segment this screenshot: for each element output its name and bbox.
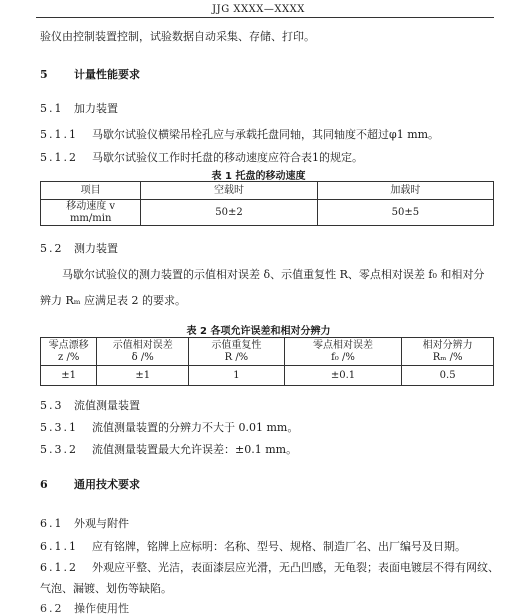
section-number: 6.1 [40,517,64,530]
table-cell: 1 [189,366,285,386]
table-header-cell [97,338,189,366]
section-title: 计量性能要求 [74,68,140,81]
section-6-heading [40,476,140,492]
section-title: 加力装置 [74,102,118,115]
clause-5-1-2 [40,149,363,165]
clause-text: 应有铭牌，铭牌上应标明：名称、型号、规格、制造厂名、出厂编号及日期。 [92,540,466,553]
table-header-row [41,338,494,366]
section-5-heading [40,66,140,82]
table-cell: 50±5 [317,200,493,226]
clause-number: 5.3.2 [40,443,78,456]
header-unit: δ /% [131,351,154,363]
header-line: 相对分辨力 [422,339,473,351]
clause-number: 5.1.2 [40,151,78,164]
clause-text: 外观应平整、光洁，表面漆层应光滑，无凸凹感，无龟裂；表面电镀层不得有网纹、 [92,561,499,574]
section-6-1-heading [40,515,129,531]
clause-5-1-1 [40,126,439,142]
table-cell: 0.5 [402,366,494,386]
clause-text: 马歇尔试验仪横梁吊栓孔应与承载托盘同轴，其同轴度不超过φ1 mm。 [92,128,440,141]
table-header-cell [284,338,401,366]
table-header-cell [41,338,97,366]
clause-number: 6.1.2 [40,561,78,574]
section-title: 测力装置 [74,242,118,255]
section-title: 流值测量装置 [74,399,140,412]
table-header-cell: 空载时 [141,182,317,200]
section-title: 外观与附件 [74,517,129,530]
row-unit: mm/min [69,212,112,224]
table-2 [40,337,494,386]
section-title: 通用技术要求 [74,478,140,491]
clause-5-3-1 [40,419,298,435]
table-2-caption: 表 2 各项允许误差和相对分辨力 [186,326,331,337]
section-number: 5 [40,68,50,81]
row-label-cell [41,200,141,226]
table-header-cell [402,338,494,366]
header-line: 零点漂移 [48,339,89,351]
table-cell: ±0.1 [284,366,401,386]
clause-number: 6.1.1 [40,540,78,553]
section-number: 5.1 [40,102,64,115]
section-5-2-paragraph-line-1: 马歇尔试验仪的测力装置的示值相对误差 δ、示值重复性 R、零点相对误差 f₀ 和相对分 [62,268,485,281]
header-unit: z /% [58,351,80,363]
clause-number: 5.1.1 [40,128,78,141]
clause-number: 5.3.1 [40,421,78,434]
section-number: 6 [40,478,50,491]
clause-6-1-1 [40,538,466,554]
section-number: 5.3 [40,399,64,412]
clause-text: 马歇尔试验仪工作时托盘的移动速度应符合表1的规定。 [92,151,363,164]
header-line: 示值重复性 [211,339,262,351]
section-5-3-heading [40,397,140,413]
header-unit: R /% [224,351,249,363]
page-header: JJG XXXX—XXXX [212,4,305,15]
table-cell: 50±2 [141,200,317,226]
table-1 [40,181,494,226]
section-5-2-heading [40,240,118,256]
header-line: 零点相对误差 [312,339,373,351]
section-5-2-paragraph-line-2: 辨力 Rₘ 应满足表 2 的要求。 [40,294,187,307]
clause-5-3-2 [40,441,297,457]
section-number: 6.2 [40,602,64,615]
clause-text: 流值测量装置的分辨力不大于 0.01 mm。 [92,421,299,434]
table-1-caption: 表 1 托盘的移动速度 [211,171,306,182]
table-row [41,366,494,386]
header-rule [36,17,494,18]
table-row [41,200,494,226]
section-number: 5.2 [40,242,64,255]
table-header-cell: 项目 [41,182,141,200]
clause-6-1-2-continued: 气泡、漏镀、划伤等缺陷。 [40,582,172,595]
table-header-cell: 加载时 [317,182,493,200]
table-header-row [41,182,494,200]
section-6-2-heading-partial [40,600,129,616]
header-line: 示值相对误差 [112,339,173,351]
table-header-cell [189,338,285,366]
row-label: 移动速度 v [66,200,116,212]
header-unit: f₀ /% [331,351,355,363]
section-5-1-heading [40,100,118,116]
header-unit: Rₘ /% [432,351,463,363]
table-cell: ±1 [41,366,97,386]
clause-6-1-2 [40,559,499,575]
clause-text: 流值测量装置最大允许误差：±0.1 mm。 [92,443,298,456]
table-cell: ±1 [97,366,189,386]
section-title: 操作使用性 [74,602,129,615]
intro-line: 验仪由控制装置控制，试验数据自动采集、存储、打印。 [40,30,315,43]
